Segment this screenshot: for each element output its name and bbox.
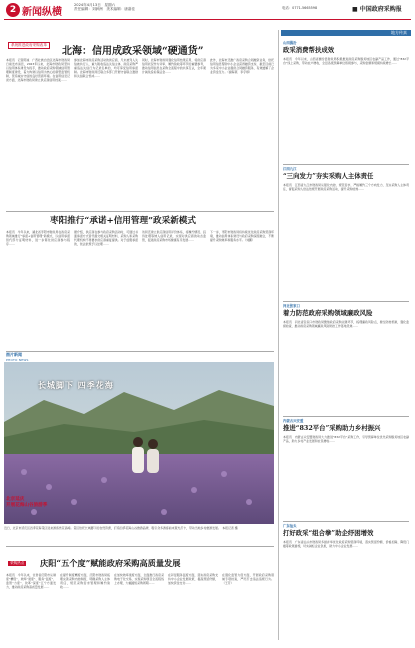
article-beihai-tag — [8, 31, 50, 50]
article-zaoyang-headline[interactable]: 枣阳推行“承诺+信用管理”政采新模式 — [50, 216, 196, 226]
issue-date: 2024年4月13日 星期六 — [74, 3, 116, 7]
article-qingyang-tag-block — [8, 549, 26, 568]
article-qingyang-col-4: 在彰显服务温度方面，落实政府采购支持中小企业发展政策，提高预留份额，加快资金支付…… — [168, 573, 218, 586]
article-r5 — [283, 523, 409, 537]
page-number-badge: 2 — [6, 3, 20, 17]
article-qingyang-col-5: 在强化监管力度方面，开展政府采购领域专项检查，严厉打击违法违规行为。（王芳） — [222, 573, 274, 586]
article-r1-headline[interactable]: 政采消费帮扶成效 — [283, 46, 335, 54]
article-zaoyang-col-1: 本报讯 今年以来，湖北省枣阳市财政局在政府采购领域推行“承诺+信用管理”新模式，以信用承诺替代部分证明材料，进一步简化供应商参与程序…… — [6, 230, 70, 247]
article-divider — [6, 211, 274, 212]
article-beihai-col-1: 本报讯 记者陈诚 广西壮族自治区北海市财政局日前发布消息，2023年以来，北海市财政局坚持以信用体系建设为抓手，推动政府采购领域信用管理制度建设，着力构建以信用为核心的新型监管机制，营造诚实守信的良好营商环境。在信用信息记录方面，北海市财政局建立供应商信用档案…… — [6, 58, 70, 83]
header-rule — [4, 19, 411, 20]
article-divider — [283, 164, 409, 165]
article-divider — [283, 416, 409, 417]
photo-news-title-line-2: 开展花海山谷旅游季 — [6, 503, 48, 508]
article-r3 — [283, 303, 409, 317]
article-r4 — [283, 418, 409, 432]
photo-news-caption: 近日，北京市延庆区四季花海景区迎来游客赏花高峰。景区依托长城脚下的自然资源，打造四季花海山谷旅游品牌，吸引众多游客前来观光打卡，带动当地乡村旅游发展。 本报记者 摄 — [4, 526, 238, 530]
column-divider — [278, 30, 279, 640]
article-r2 — [283, 166, 409, 180]
header-contact: 电话：0771-5665598 — [282, 6, 318, 10]
article-qingyang-headline[interactable]: 庆阳“五个度”赋能政府采购高质量发展 — [40, 558, 181, 568]
article-beihai-headline[interactable]: 北海：信用成政采领域“硬通货” — [62, 46, 204, 57]
right-column-banner-label: 地方传真 — [391, 30, 407, 35]
article-r3-headline[interactable]: 着力防范政府采购领域廉政风险 — [283, 309, 373, 317]
article-r2-body: 本报讯 江西省九江市财政局从强化内控、规范需求、严格履约三个方向发力，压实采购人主体责任，督促采购人依法依规开展政府采购活动，提升采购质效…… — [283, 183, 409, 192]
article-beihai-col-4: 此外，北海市还推广政府采购合同融资业务，依托信用信息帮助中小企业获得融资支持，截至目前已为多家中小企业提供合同融资服务，有效缓解了企业资金压力。（谢海燕 李宇婷） — [210, 58, 274, 75]
article-r1-kicker: 山西襄汾 — [283, 41, 297, 45]
article-tag: 系统推进政府采购改革 — [8, 42, 50, 49]
section-title: 新闻纵横 — [22, 7, 62, 18]
article-zaoyang-col-2: 据介绍，供应商在参与政府采购活动时，可通过书面承诺方式替代提交相关证明材料，采购人和采购代理机构不得要求供应商重复提供。对于虚假承诺的，依法依规予以处理…… — [74, 230, 138, 247]
article-divider — [283, 521, 409, 522]
article-r5-body: 本报讯 广东省汕头市财政局多措并举优化政府采购营商环境，落实预留份额、价格扣除、降低门槛等政策措施，切实减轻企业负担，助力中小企业发展…… — [283, 540, 409, 549]
article-r5-kicker: 广东汕头 — [283, 524, 297, 528]
photo-news-title-line-1: 北京延庆 — [6, 497, 25, 502]
article-r5-headline[interactable]: 打好政采“组合拳”助企纾困增效 — [283, 529, 374, 537]
article-r1 — [283, 40, 409, 54]
article-divider — [6, 546, 274, 547]
article-divider — [283, 301, 409, 302]
article-r2-headline[interactable]: “三向发力”夯实采购人主体责任 — [283, 172, 374, 180]
article-r3-body: 本报讯 河北省张家口市财政局聚焦政府采购关键环节，梳理廉政风险点，健全防控机制，强化监督检查，推动政府采购领域廉政风险防控工作落地见效…… — [283, 320, 409, 329]
article-qingyang-col-3: 在加快效率速度方面，全面推行政府采购电子化交易，实现采购项目全流程线上办理，大幅缩短采购周期…… — [114, 573, 164, 586]
article-r1-body: 本报讯 今年以来，山西省襄汾县财政局积极推进政府采购脱贫地区农副产品工作，通过“832平台”线上采购，带动农户增收，全县各级预算单位积极参与，采购金额和规模持续增长…… — [283, 57, 409, 66]
article-zaoyang-col-4: 下一步，枣阳市财政局将持续优化政府采购营商环境，推动信用体系建设与政府采购深度融合，不断提升采购效率和服务水平。（刘鹏） — [210, 230, 274, 243]
issue-editors: 责任编辑：刘润洲 美术编辑：唐嘉佳 — [74, 7, 136, 12]
article-zaoyang-col-3: 该局还建立供应商信用评价体系，将履约情况、投诉处理等纳入信用记录，实现对供应商的动态监管，促进政府采购市场健康有序发展…… — [142, 230, 206, 243]
right-column-banner — [281, 30, 411, 36]
photo-news-label: 图片新闻 — [6, 352, 22, 357]
article-r2-kicker: 江西九江 — [283, 167, 297, 171]
article-r4-headline[interactable]: 推进“832平台”采购助力乡村振兴 — [283, 424, 381, 432]
article-divider — [6, 351, 274, 352]
scenic-sign-text: 长城脚下 四季花海 — [38, 380, 114, 390]
article-qingyang-col-1: 本报讯 今年以来，甘肃省庆阳市从制度“精度”、效率“速度”、服务“温度”、监管“力度”、改革“深度”五个方面发力，推动政府采购高质量发展…… — [6, 573, 56, 590]
photo-news-label-block — [6, 352, 29, 362]
article-r4-body: 本报讯 内蒙古兴安盟财政局大力推进“832平台”采购工作，引导预算单位优先采购脱贫地区农副产品，助力乡村产业发展和农民增收…… — [283, 435, 409, 444]
page-header — [0, 0, 415, 20]
newspaper-brand: ■ 中国政府采购报 — [352, 6, 402, 13]
article-r3-kicker: 河北张家口 — [283, 304, 300, 308]
photo-news-label-en: PHOTO NEWS — [6, 358, 29, 362]
article-beihai-col-3: 同时，北海市财政局强化信用结果应用，将供应商信用状况作为评审、履约验收等环节的重要参考，推动信用信息在采购全流程中的共享互认，全年累计减免投标保证金…… — [142, 58, 206, 75]
issue-info — [74, 3, 144, 11]
article-r4-kicker: 内蒙古兴安盟 — [283, 419, 304, 423]
article-beihai-col-2: 参加北海市政府采购活动的供应商，凡未被列入失信被执行人、重大税收违法失信主体、政府采购严重违法失信行为记录名单的，均可享受信用承诺制。北海市财政局还联合多部门开展守信联合激励和失信联合惩戒…… — [74, 58, 138, 79]
article-tag: 采购热点 — [10, 561, 25, 565]
photo-news-title — [6, 497, 47, 509]
article-qingyang-col-2: 在提升制度精度方面，庆阳市财政局梳理完善采购内控制度，明确采购人主体责任，规范采购需求管理和履约验收…… — [60, 573, 110, 590]
